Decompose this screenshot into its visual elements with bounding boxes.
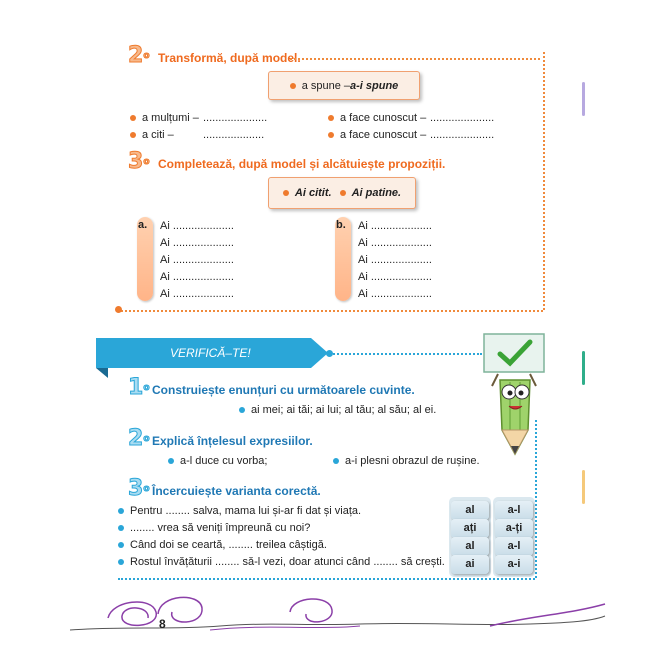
answer-row[interactable]: Ai ....................: [160, 220, 234, 232]
bullet-dot: [130, 115, 136, 121]
expression-item: a-l duce cu vorba;: [168, 455, 267, 467]
bullet-dot: [290, 83, 296, 89]
pencil-mascot-icon: [478, 330, 552, 458]
answer-row[interactable]: Ai ....................: [160, 271, 234, 283]
bullet-dot: [328, 132, 334, 138]
section-border-top: [330, 353, 482, 355]
list-item: a face cunoscut –: [328, 112, 426, 124]
answer-blank[interactable]: ....................: [203, 129, 265, 141]
answer-row[interactable]: Ai ....................: [358, 254, 432, 266]
model-answer: a-i spune: [350, 79, 399, 92]
model-box: [268, 177, 416, 209]
answer-row[interactable]: Ai ....................: [358, 220, 432, 232]
option-right[interactable]: a-l: [495, 537, 533, 556]
bullet-dot: [118, 542, 124, 548]
word-list: ai mei; ai tăi; ai lui; al tău; al său; al ei.: [239, 404, 436, 416]
exercise-title: Explică înțelesul expresiilor.: [152, 434, 313, 448]
column-label-b: b.: [336, 219, 346, 231]
exercise-title: Construiește enunțuri cu următoarele cuvinte.: [152, 383, 415, 397]
page-tab-yellow: [582, 470, 585, 504]
list-item: a mulțumi –: [130, 112, 199, 124]
bullet-dot: [333, 458, 339, 464]
answer-row[interactable]: Ai ....................: [358, 288, 432, 300]
model-sentence-a: Ai citit.: [294, 187, 332, 199]
list-item: a citi –: [130, 129, 174, 141]
option-left[interactable]: al: [451, 537, 489, 556]
bullet-dot: [340, 190, 346, 196]
answer-row[interactable]: Ai ....................: [358, 271, 432, 283]
option-right[interactable]: a-i: [495, 555, 533, 574]
sentence-item: ........ vrea să veniți împreună cu noi?: [118, 522, 310, 534]
bullet-dot: [283, 190, 289, 196]
sentence-item: Când doi se ceartă, ........ treilea câștigă.: [118, 539, 327, 551]
page-tab-green: [582, 351, 585, 385]
bullet-dot: [118, 559, 124, 565]
model-box: [268, 71, 420, 100]
bullet-dot: [118, 508, 124, 514]
bullet-dot: [239, 407, 245, 413]
exercise-number: 3o: [128, 476, 150, 501]
answer-row[interactable]: Ai ....................: [160, 288, 234, 300]
option-right[interactable]: a-l: [495, 501, 533, 520]
exercise-title: Completează, după model și alcătuiește propoziții.: [158, 157, 446, 171]
border-end-dot: [115, 306, 122, 313]
answer-blank[interactable]: .....................: [430, 129, 495, 141]
section-border-bottom: [118, 310, 543, 312]
list-item: a face cunoscut –: [328, 129, 426, 141]
exercise-title: Transformă, după model.: [158, 51, 301, 65]
footer-swirl-decoration: [60, 586, 620, 646]
sentence-item: Rostul învățăturii ........ să-l vezi, doar atunci când ........ să crești.: [118, 556, 445, 568]
option-left[interactable]: ați: [451, 519, 489, 538]
exercise-number: 2o: [128, 426, 150, 451]
model-prefix: a spune –: [301, 79, 351, 92]
section-border-bottom: [118, 578, 535, 580]
section-border-right: [543, 52, 545, 310]
bullet-dot: [118, 525, 124, 531]
banner-title: VERIFICĂ–TE!: [170, 346, 251, 360]
option-right[interactable]: a-ți: [495, 519, 533, 538]
page-tab-violet: [582, 82, 585, 116]
bullet-dot: [168, 458, 174, 464]
option-left[interactable]: ai: [451, 555, 489, 574]
answer-blank[interactable]: .....................: [430, 112, 495, 124]
model-sentence-b: Ai patine.: [351, 187, 402, 199]
border-start-dot: [326, 350, 333, 357]
bullet-dot: [328, 115, 334, 121]
exercise-number: 3o: [128, 149, 150, 174]
expression-item: a-i plesni obrazul de rușine.: [333, 455, 480, 467]
exercise-number: 1o: [128, 375, 150, 400]
page-number: 8: [159, 617, 166, 631]
bullet-dot: [130, 132, 136, 138]
heading-rule: [290, 58, 540, 60]
column-label-a: a.: [138, 219, 148, 231]
exercise-number: 2o: [128, 43, 150, 68]
answer-row[interactable]: Ai ....................: [358, 237, 432, 249]
exercise-title: Încercuiește varianta corectă.: [152, 484, 321, 498]
answer-row[interactable]: Ai ....................: [160, 254, 234, 266]
answer-blank[interactable]: .....................: [203, 112, 268, 124]
sentence-item: Pentru ........ salva, mama lui și-ar fi dat și viața.: [118, 505, 361, 517]
answer-row[interactable]: Ai ....................: [160, 237, 234, 249]
option-left[interactable]: al: [451, 501, 489, 520]
banner-fold: [96, 368, 108, 378]
